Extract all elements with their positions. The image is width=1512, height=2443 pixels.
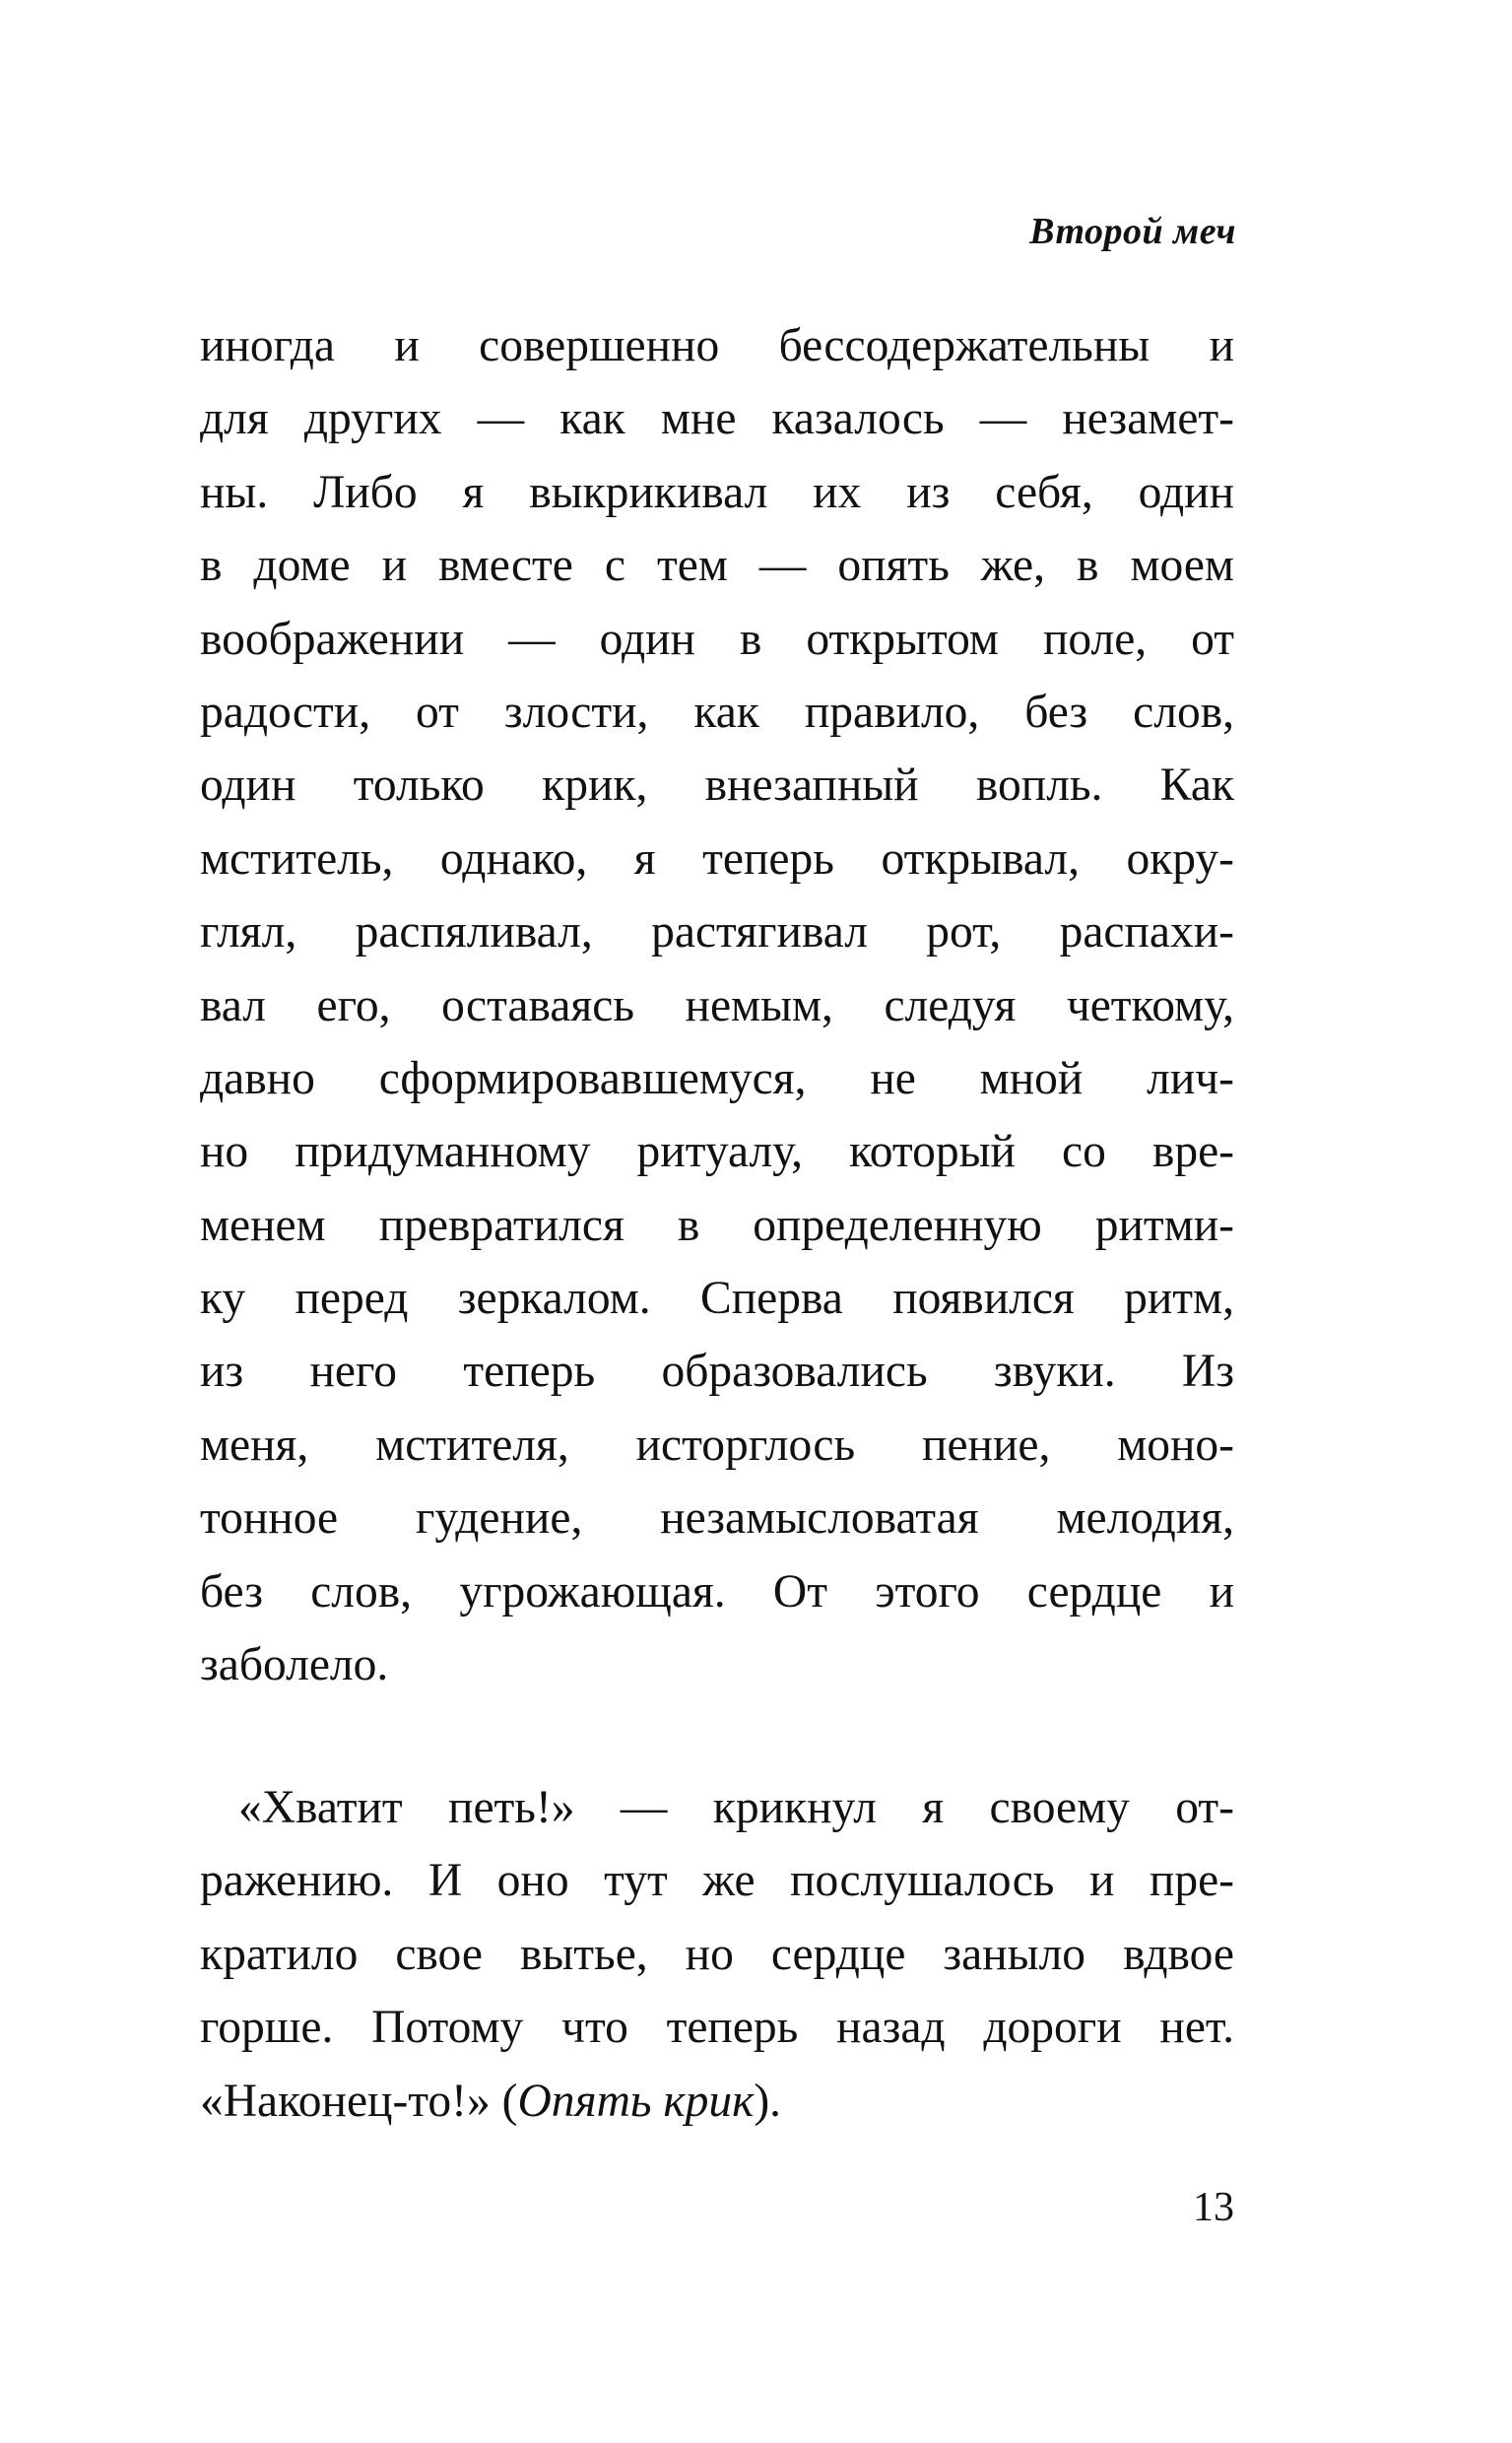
stage-direction: Опять крик [517,2075,755,2127]
text-line: но придуманному ритуалу, который со вре- [200,1126,1234,1178]
text-line: один только крик, внезапный вопль. Как [200,759,1234,812]
text-line: горше. Потому что теперь назад дороги нет. [200,2002,1234,2054]
text-line: менем превратился в определенную ритми- [200,1199,1234,1251]
text-line: иногда и совершенно бессодержательны и [200,320,1234,371]
text-line: меня, мстителя, исторглось пение, моно- [200,1419,1234,1471]
text-line: ку перед зеркалом. Сперва появился ритм, [200,1273,1234,1325]
text-line: давно сформировавшемуся, не мной лич- [200,1052,1234,1104]
text-line: заболело. [200,1639,389,1691]
text-line: радости, от злости, как правило, без слов, [200,686,1234,738]
text-line: «Хватит петь!» — крикнул я своему от- [238,1782,1234,1833]
paragraph-1 [200,309,1234,1701]
page-number: 13 [1193,2185,1234,2230]
closing-punctuation: ). [754,2075,782,2127]
text-line: ны. Либо я выкрикивал их из себя, один [200,466,1234,518]
text-line: глял, распяливал, растягивал рот, распахи- [200,906,1234,958]
text-line: без слов, угрожающая. От этого сердце и [200,1565,1234,1618]
text-line: кратило свое вытье, но сердце заныло вдвое [200,1928,1234,1980]
text-line: ражению. И оно тут же послушалось и пре- [200,1855,1234,1907]
text-line: тонное гудение, незамысловатая мелодия, [200,1492,1234,1545]
text-line: вал его, оставаясь немым, следуя четкому, [200,979,1234,1031]
text-line: из него теперь образовались звуки. Из [200,1346,1234,1398]
paragraph-2 [200,1771,1234,2138]
text-line-final [200,2065,1234,2138]
running-header-title: Второй меч [1029,211,1236,252]
text-line: воображении — один в открытом поле, от [200,613,1234,665]
quote-text: «Наконец-то!» ( [200,2075,518,2127]
text-line: для других — как мне казалось — незамет- [200,393,1234,445]
text-line: мститель, однако, я теперь открывал, окру- [200,832,1234,885]
text-line: в доме и вместе с тем — опять же, в моем [200,540,1234,592]
